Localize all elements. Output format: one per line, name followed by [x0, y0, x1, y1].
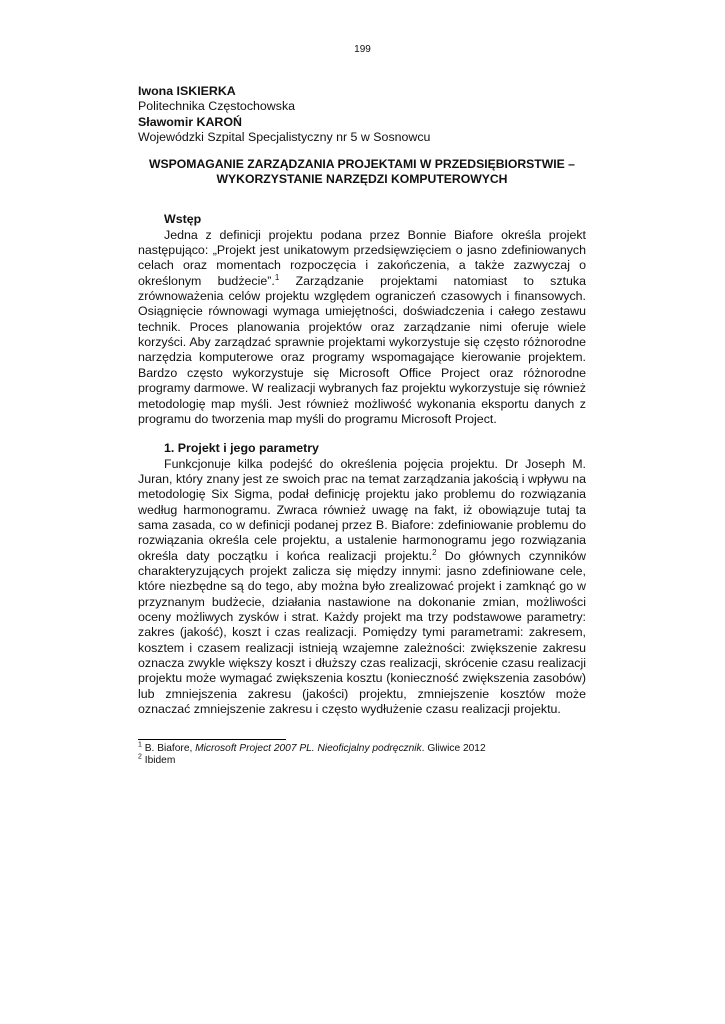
footnote-2	[138, 755, 586, 767]
article-title: WSPOMAGANIE ZARZĄDZANIA PROJEKTAMI W PRZEDSIĘBIORSTWIE – WYKORZYSTANIE NARZĘDZI KOMPUTEROWYCH	[149, 157, 575, 187]
footnote-marker: 1	[274, 272, 280, 282]
article-body	[138, 84, 586, 717]
page-number: 199	[354, 44, 371, 55]
author-name: Iwona ISKIERKA	[138, 84, 236, 98]
footnote-number: 1	[138, 741, 142, 749]
footnote-separator	[138, 739, 286, 740]
section1-paragraph	[138, 457, 586, 718]
section1-text-part1: Funkcjonuje kilka podejść do określenia pojęcia projektu. Dr Joseph M. Juran, który znany jest ze swoich prac na temat zarządzania jakością i wpływu na metodologię Six Sigma, podał definicję projektu jako problemu do rozwiązania według harmonogramu. Zwraca również uwagę na fakt, iż obowiązuje tutaj ta sama zasada, co w definicji podanej przez B. Biafore: zdefiniowanie problemu do rozwiązania określa cele projektu, a ustalenie harmonogramu jego rozwiązania określa daty początku i końca realizacji projektu.	[138, 456, 586, 563]
footnote-number: 2	[138, 753, 142, 761]
footnotes	[138, 743, 586, 767]
author-name: Sławomir KAROŃ	[138, 114, 242, 129]
intro-paragraph	[138, 228, 586, 427]
intro-text-part2: Zarządzanie projektami natomiast to sztuka zrównoważenia celów projektu względem ograniczeń czasowych i finansowych. Osiągnięcie równowagi wymaga umiejętności, doświadczenia i całego zestawu technik. Proces planowania projektów oraz zarządzanie nimi oferuje wiele korzyści. Aby zarządzać sprawnie projektami wykorzystuje się często różnorodne narzędzia komputerowe oraz programy wspomagające kierowanie projektem. Bardzo często wykorzystuje się Microsoft Office Project oraz różnorodne programy darmowe. W realizacji wybranych faz projektu wykorzystuje się również metodologię map myśli. Jest również możliwość wykonania eksportu danych z programu do tworzenia map myśli do programu Microsoft Project.	[138, 273, 586, 426]
author-block	[138, 84, 586, 145]
section-heading-1: 1. Projekt i jego parametry	[164, 441, 319, 456]
footnote-marker: 2	[432, 547, 437, 557]
section-heading-intro: Wstęp	[164, 212, 202, 227]
footnote-text-end: . Gliwice 2012	[421, 743, 486, 754]
section1-text-part2: Do głównych czynników charakteryzujących projekt zalicza się między innymi: jasno zdefiniowane cele, które niezbędne są do tego, aby można było zrealizować projekt i zamknąć go w przyznanym budżecie, działania nastawione na dokonanie zmian, możliwości oceny możliwych zysków i strat. Każdy projekt ma trzy podstawowe parametry: zakres (jakość), koszt i czas realizacji. Pomiędzy tymi parametrami: zakresem, kosztem i czasem realizacji istnieją wzajemne zależności: zwiększenie zakresu oznacza zwykle większy koszt i dłuższy czas realizacji, skrócenie czasu realizacji projektu może wymagać zwiększenia kosztu (konieczność zwiększenia zasobów) lub zmniejszenia zakresu (jakości) projektu, zmniejszenie kosztów może oznaczać zmniejszenie zakresu i często wydłużenie czasu realizacji projektu.	[138, 548, 586, 717]
intro-text-part1: Jedna z definicji projektu podana przez Bonnie Biafore określa projekt następująco: „Projekt jest unikatowym przedsięwzięciem o jasno zdefiniowanych celach oraz momentach rozpoczęcia i zakończenia, a także zazwyczaj o określonym budżecie”.	[138, 227, 586, 288]
footnote-text: Ibidem	[144, 755, 176, 766]
footnote-text: B. Biafore,	[144, 743, 196, 754]
footnote-1	[138, 743, 586, 755]
author-affiliation: Politechnika Częstochowska	[138, 99, 296, 114]
footnote-book-title: Microsoft Project 2007 PL. Nieoficjalny podręcznik	[195, 743, 422, 754]
author-affiliation: Wojewódzki Szpital Specjalistyczny nr 5 w Sosnowcu	[138, 130, 431, 145]
